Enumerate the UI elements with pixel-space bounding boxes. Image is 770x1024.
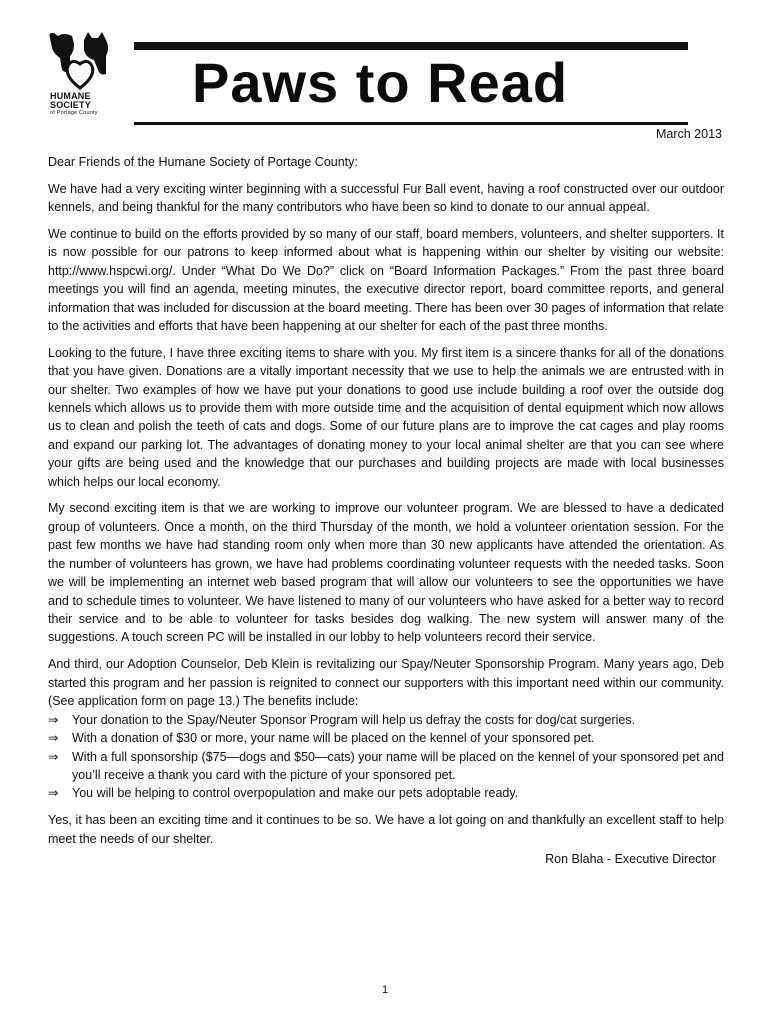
- paragraph: We continue to build on the efforts provided by so many of our staff, board members, volunteers, and shelter supporters. It is now possible for our patrons to keep informed about what is happening within our shelter by visiting our website: http://www.hspcwi.org/. Under “What Do We Do?” click on “Board Information Packages.” From the past three board meetings you will find an agenda, meeting minutes, the executive director report, board committee reports, and general information that was included for discussion at the board meeting. There has been over 30 pages of information that relate to the activities and efforts that have been happening at our shelter for each of the past three months.: [48, 227, 724, 334]
- signature: Ron Blaha - Executive Director: [545, 852, 716, 867]
- logo-line-1: HUMANE: [50, 91, 91, 101]
- list-item: [48, 729, 724, 747]
- list-item: [48, 784, 724, 802]
- list-item: [48, 748, 724, 785]
- list-item-text: With a donation of $30 or more, your name will be placed on the kennel of your sponsored pet.: [72, 731, 595, 746]
- paragraph: We have had a very exciting winter beginning with a successful Fur Ball event, having a roof constructed over our outdoor kennels, and being thankful for the many contributors who have been so kind to donate to our annual appeal.: [48, 181, 724, 215]
- logo-line-2: SOCIETY: [50, 100, 91, 110]
- arrow-bullet-icon: ⇒: [48, 731, 59, 746]
- masthead-top-rule: [134, 42, 688, 50]
- page-number: 1: [381, 984, 389, 996]
- salutation: Dear Friends of the Humane Society of Portage County:: [48, 155, 358, 169]
- paragraph: And third, our Adoption Counselor, Deb Klein is revitalizing our Spay/Neuter Sponsorship Program. Many years ago, Deb started this program and her passion is reignited to connect our supporters with this important need within our community. (See application form on page 13.) The benefits include:: [48, 657, 724, 708]
- letter-body: [48, 153, 724, 869]
- newsletter-title: Paws to Read: [192, 51, 569, 114]
- list-item: [48, 711, 724, 729]
- list-item-text: With a full sponsorship ($75—dogs and $50—cats) your name will be placed on the kennel of your sponsored pet and you’ll receive a thank you card with the picture of your sponsored pet.: [72, 749, 724, 782]
- arrow-bullet-icon: ⇒: [48, 749, 59, 764]
- masthead-bottom-rule: [134, 122, 688, 125]
- logo-organization-name: [50, 92, 110, 117]
- list-item-text: You will be helping to control overpopulation and make our pets adoptable ready.: [72, 786, 519, 801]
- humane-society-logo: [44, 30, 124, 122]
- arrow-bullet-icon: ⇒: [48, 786, 59, 801]
- logo-line-3: of Portage County: [50, 110, 98, 116]
- list-item-text: Your donation to the Spay/Neuter Sponsor Program will help us defray the costs for dog/cat surgeries.: [72, 712, 636, 727]
- issue-date: March 2013: [655, 127, 722, 141]
- closing-paragraph: Yes, it has been an exciting time and it continues to be so. We have a lot going on and thankfully an excellent staff to help meet the needs of our shelter.: [48, 813, 724, 846]
- paragraph: My second exciting item is that we are working to improve our volunteer program. We are blessed to have a dedicated group of volunteers. Once a month, on the third Thursday of the month, we hold a volunteer orientation session. For the past few months we have had standing room only when more than 30 new applicants have attended the orientation. As the number of volunteers has grown, we have had problems coordinating volunteer requests with the needed tasks. Soon we will be implementing an internet web based program that will allow our volunteers to see the opportunities we have and to schedule times to volunteer. We have listened to many of our volunteers who have asked for a better way to record their service and to be able to volunteer for tasks besides dog walking. The new system will answer many of the suggestions. A touch screen PC will be installed in our lobby to help volunteers record their service.: [48, 501, 724, 645]
- dog-cat-heart-logo-icon: [44, 30, 124, 94]
- paragraph: Looking to the future, I have three exciting items to share with you. My first item is a sincere thanks for all of the donations that you have given. Donations are a vitally important necessity that we use to help the animals we are entrusted with in our shelter. Two examples of how we have put your donations to good use include building a roof over the outside dog kennels which allows us to provide them with more outside time and the acquisition of dental equipment which now allows us to clean and polish the teeth of cats and dogs. Some of our future plans are to improve the cat cages and play rooms and expand our parking lot. The advantages of donating money to your local animal shelter are that you can see where your gifts are being used and the knowledge that our purchases and building projects are made with local businesses which helps our local economy.: [48, 345, 724, 489]
- benefits-list: [48, 711, 724, 803]
- arrow-bullet-icon: ⇒: [48, 712, 59, 727]
